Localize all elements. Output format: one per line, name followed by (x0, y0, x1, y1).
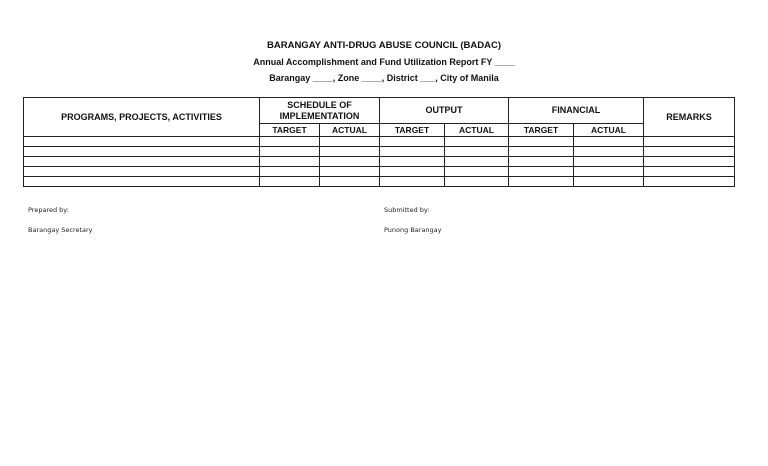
report-title: BARANGAY ANTI-DRUG ABUSE COUNCIL (BADAC) (267, 40, 501, 51)
table-row (24, 157, 735, 167)
output-actual-header: ACTUAL (445, 124, 509, 137)
col-output-header: OUTPUT (380, 98, 509, 124)
col-programs-header: PROGRAMS, PROJECTS, ACTIVITIES (24, 98, 260, 137)
submitted-by-label: Submitted by: (384, 206, 430, 214)
table-row (24, 147, 735, 157)
prepared-by-label: Prepared by: (28, 206, 69, 214)
financial-target-header: TARGET (509, 124, 574, 137)
report-location: Barangay ____, Zone ____, District ___, City of Manila (269, 73, 499, 83)
table-row (24, 167, 735, 177)
prepared-by-role: Barangay Secretary (28, 226, 93, 234)
table-row (24, 137, 735, 147)
report-subtitle: Annual Accomplishment and Fund Utilization Report FY ____ (253, 57, 515, 67)
output-target-header: TARGET (380, 124, 445, 137)
financial-actual-header: ACTUAL (574, 124, 644, 137)
schedule-actual-header: ACTUAL (320, 124, 380, 137)
col-financial-header: FINANCIAL (509, 98, 644, 124)
col-remarks-header: REMARKS (644, 98, 735, 137)
table-row (24, 177, 735, 187)
accomplishment-table (23, 97, 735, 187)
col-schedule-header: SCHEDULE OF IMPLEMENTATION (260, 98, 380, 124)
schedule-target-header: TARGET (260, 124, 320, 137)
submitted-by-role: Punong Barangay (384, 226, 442, 234)
report-header (0, 38, 768, 86)
